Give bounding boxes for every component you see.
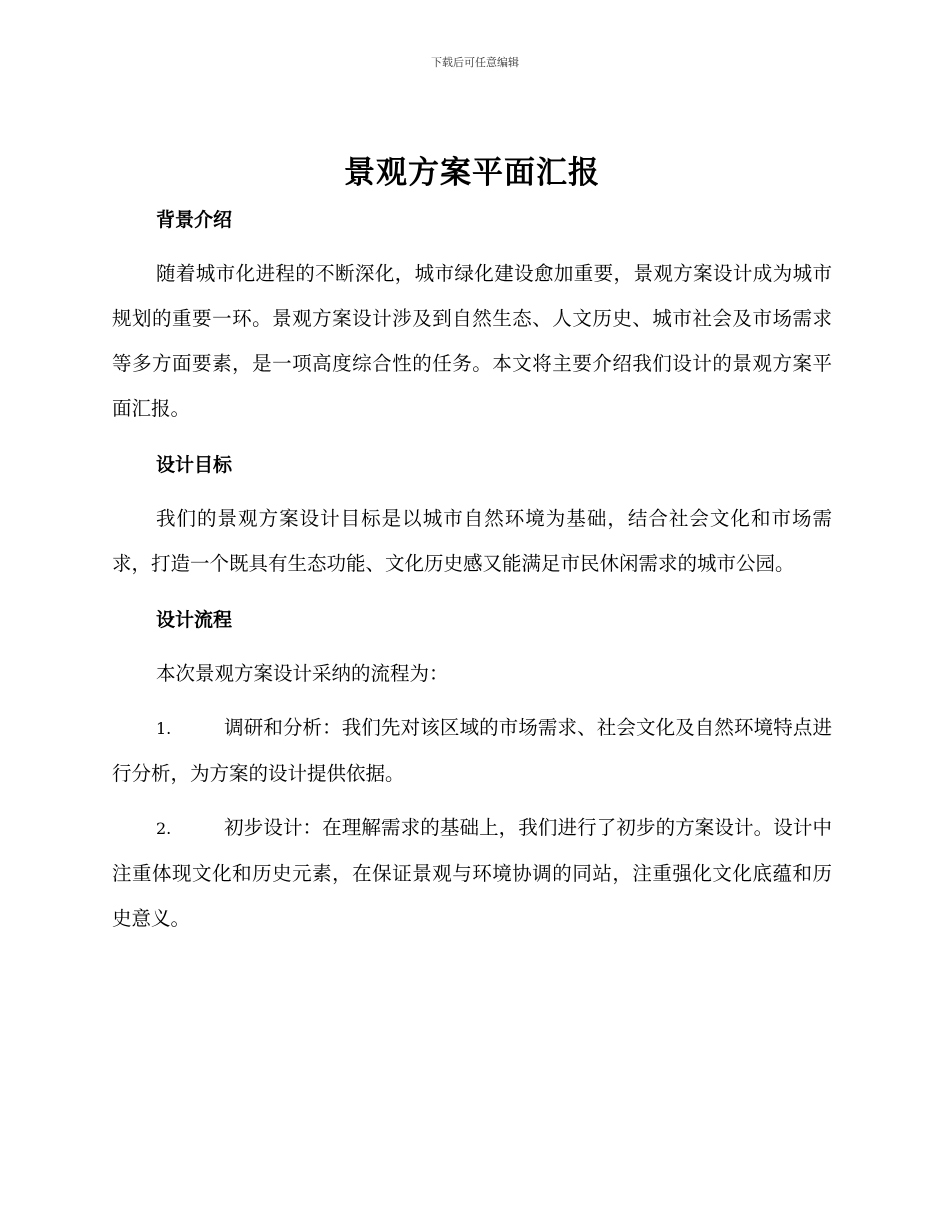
- list-item-number: 1.: [156, 719, 172, 738]
- section-heading-process: 设计流程: [156, 609, 233, 631]
- list-item-number: 2.: [156, 819, 172, 838]
- list-item: [112, 805, 832, 941]
- section-paragraph-process: 本次景观方案设计采纳的流程为：: [156, 662, 449, 685]
- list-item-text: 调研和分析：我们先对该区域的市场需求、社会文化及自然环境特点进行分析，为方案的设计提供依据。: [112, 716, 832, 785]
- list-item: [112, 705, 832, 796]
- section-paragraph-background: 随着城市化进程的不断深化，城市绿化建设愈加重要，景观方案设计成为城市规划的重要一环。景观方案设计涉及到自然生态、人文历史、城市社会及市场需求等多方面要素，是一项高度综合性的任务。本文将主要介绍我们设计的景观方案平面汇报。: [112, 262, 832, 420]
- section-paragraph-goal: 我们的景观方案设计目标是以城市自然环境为基础，结合社会文化和市场需求，打造一个既具有生态功能、文化历史感又能满足市民休闲需求的城市公园。: [112, 507, 832, 575]
- list-item-text: 初步设计：在理解需求的基础上，我们进行了初步的方案设计。设计中注重体现文化和历史元素，在保证景观与环境协调的同站，注重强化文化底蕴和历史意义。: [112, 816, 832, 930]
- document-title: 景观方案平面汇报: [344, 155, 600, 191]
- document-body: [112, 148, 832, 941]
- section-heading-background: 背景介绍: [156, 209, 233, 231]
- section-heading-goal: 设计目标: [156, 454, 233, 476]
- header-note: 下载后可任意编辑: [431, 56, 519, 69]
